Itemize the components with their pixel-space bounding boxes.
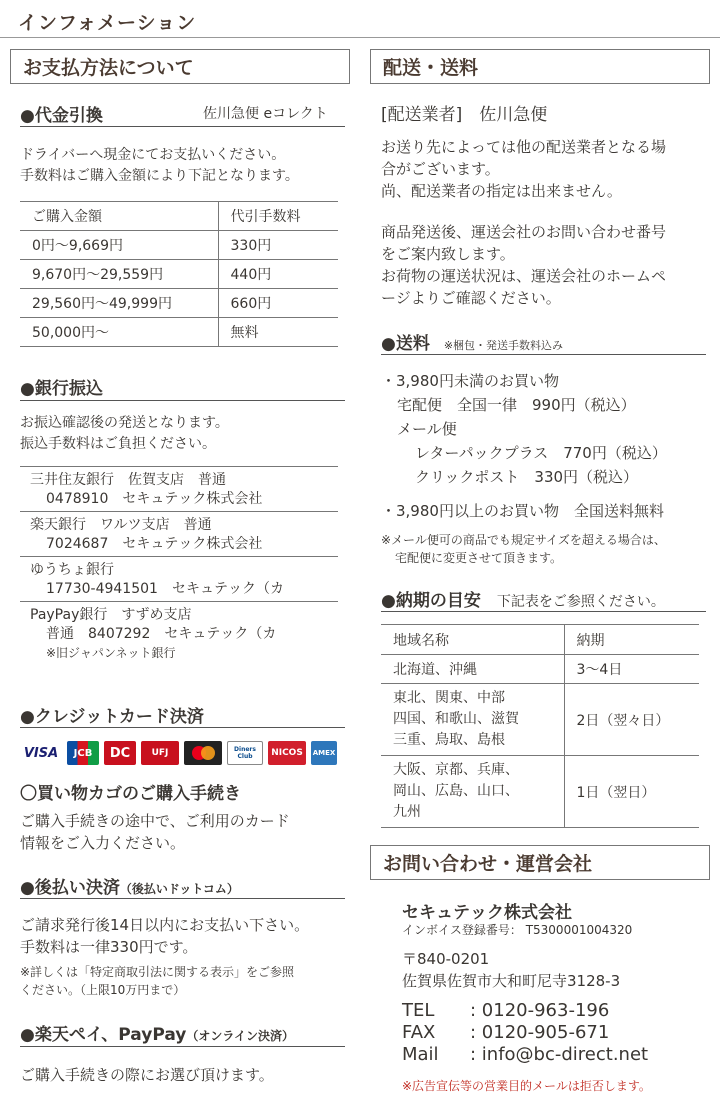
bank-divider: [20, 400, 345, 401]
mastercard-icon: [184, 741, 222, 765]
tel-number[interactable]: : 0120-963-196: [470, 1000, 610, 1021]
delivery-table: [381, 624, 699, 828]
fee-note: ※メール便可の商品でも規定サイズを超える場合は、 宅配便に変更させて頂きます。: [381, 533, 666, 565]
bank-accounts: [20, 466, 338, 664]
table-row: 9,670円～29,559円 440円: [20, 260, 338, 289]
card-logos: [20, 741, 337, 765]
cod-provider: 佐川急便 eコレクト: [203, 106, 328, 122]
bank-desc: お振込確認後の発送となります。 振込手数料はご負担ください。: [20, 415, 229, 452]
carrier-label: [配送業者] 佐川急便: [381, 105, 548, 125]
fee-list: ・3,980円未満のお買い物 宅配便 全国一律 990円（税込） メール便 レターパックプラス 770円（税込） クリックポスト 330円（税込） ・3,980円以上のお買い物 全国送料無料: [381, 372, 667, 520]
credit-title: ●クレジットカード決済: [20, 707, 204, 727]
amex-icon: AMEX: [311, 741, 337, 765]
contact-lines: TEL : 0120-963-196 FAX : 0120-905-671 Mail : info@bc-direct.net: [402, 1000, 649, 1065]
delivery-title: ●納期の目安 下記表をご参照ください。: [381, 591, 665, 611]
table-row: 大阪、京都、兵庫、 岡山、広島、山口、 九州 1日（翌日）: [381, 756, 699, 828]
ufj-icon: UFJ: [141, 741, 179, 765]
cod-desc: ドライバーへ現金にてお支払いください。 手数料はご購入金額により下記となります。: [20, 147, 299, 184]
table-row: 0円～9,669円 330円: [20, 231, 338, 260]
address: 佐賀県佐賀市大和町尼寺3128-3: [402, 972, 621, 990]
procedure-desc: ご購入手続きの途中で、ご利用のカード 情報をご入力ください。: [20, 812, 290, 852]
fax-number: : 0120-905-671: [470, 1022, 610, 1043]
carrier-desc: お送り先によっては他の配送業者となる場 合がございます。 尚、配送業者の指定は出来ません。: [381, 138, 667, 200]
bank-account-smbc: 三井住友銀行 佐賀支店 普通 0478910 セキュテック株式会社: [20, 467, 338, 512]
jcb-icon: JCB: [67, 741, 99, 765]
invoice-number: インボイス登録番号： T5300001004320: [402, 923, 633, 937]
fee-title: ●送料 ※梱包・発送手数料込み: [381, 334, 564, 354]
table-row: ご購入金額 代引手数料: [20, 202, 338, 231]
credit-divider: [20, 727, 345, 728]
bank-account-yucho: ゆうちょ銀行 17730-4941501 セキュテック（カ: [20, 557, 338, 602]
atobarai-divider: [20, 898, 345, 899]
company-name: セキュテック株式会社: [402, 903, 572, 923]
bank-account-paypay: PayPay銀行 すずめ支店 普通 8407292 セキュテック（カ ※旧ジャパンネット銀行: [30, 607, 277, 660]
bank-title: ●銀行振込: [20, 379, 103, 399]
contact-header: お問い合わせ・運営会社: [370, 845, 710, 880]
table-row: 29,560円～49,999円 660円: [20, 289, 338, 318]
bank-account-rakuten: 楽天銀行 ワルツ支店 普通 7024687 セキュテック株式会社: [20, 512, 338, 557]
rakuten-desc: ご購入手続きの際にお選び頂けます。: [20, 1066, 274, 1084]
nicos-icon: NICOS: [268, 741, 306, 765]
atobarai-note: ※詳しくは「特定商取引法に関する表示」をご参照 ください。（上限10万円まで）: [20, 965, 295, 997]
table-row: 50,000円～ 無料: [20, 318, 338, 347]
table-row: 東北、関東、中部 四国、和歌山、滋賀 三重、鳥取、島根 2日（翌々日）: [381, 684, 699, 756]
table-row: 北海道、沖縄 3～4日: [381, 655, 699, 684]
delivery-divider: [381, 611, 706, 612]
procedure-title: 〇買い物カゴのご購入手続き: [20, 784, 241, 804]
tracking-desc: 商品発送後、運送会社のお問い合わせ番号 をご案内致します。 お荷物の運送状況は、運送会社のホームペ ージよりご確認ください。: [381, 223, 667, 307]
postal-code: 〒840-0201: [402, 950, 490, 968]
atobarai-desc: ご請求発行後14日以内にお支払い下さい。 手数料は一律330円です。: [20, 916, 310, 956]
table-row: 地域名称 納期: [381, 625, 699, 655]
diners-icon: Diners Club: [227, 741, 263, 765]
dc-icon: DC: [104, 741, 136, 765]
spam-warning: ※広告宣伝等の営業目的メールは拒否します。: [402, 1079, 651, 1093]
payment-header: お支払方法について: [10, 49, 350, 84]
rakuten-title: ●楽天ペイ、PayPay（オンライン決済）: [20, 1025, 295, 1045]
cod-divider: [20, 126, 345, 127]
visa-icon: VISA: [23, 745, 59, 761]
rakuten-divider: [20, 1046, 345, 1047]
mail-address[interactable]: : info@bc-direct.net: [470, 1044, 649, 1065]
atobarai-title: ●後払い決済（後払いドットコム）: [20, 878, 239, 898]
fee-divider: [381, 354, 706, 355]
title-divider: [0, 37, 720, 38]
cod-title: ●代金引換: [20, 106, 103, 126]
page-title: インフォメーション: [18, 12, 197, 34]
cod-fee-table: [20, 201, 338, 347]
shipping-header: 配送・送料: [370, 49, 710, 84]
